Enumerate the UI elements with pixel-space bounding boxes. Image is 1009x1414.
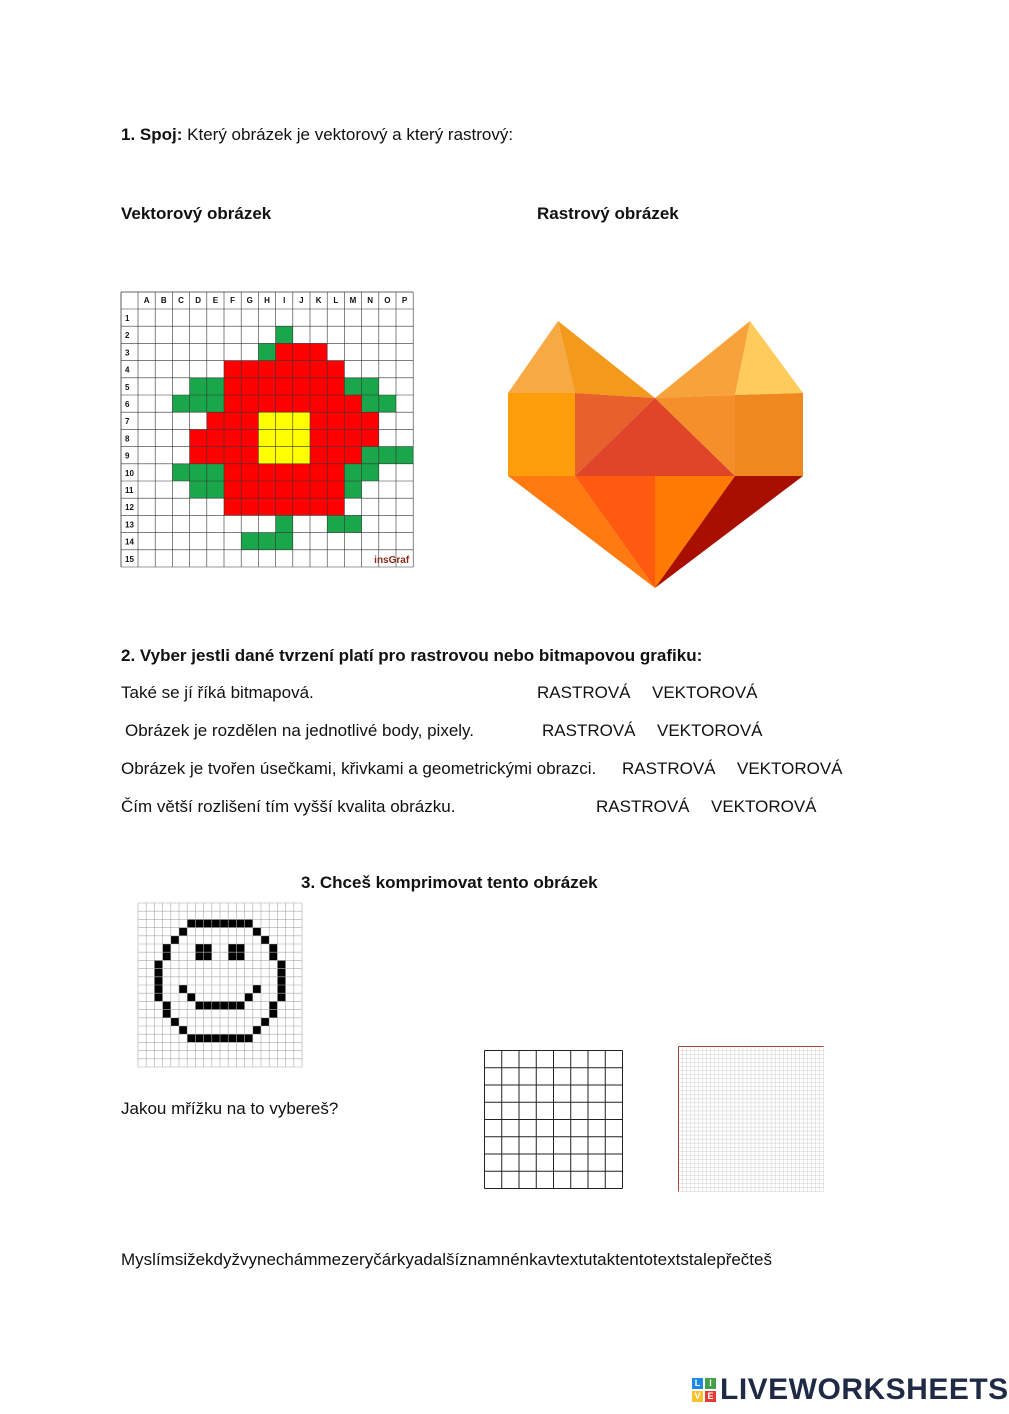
smiley-pixel — [228, 1001, 236, 1009]
flower-pixel — [224, 395, 241, 412]
vector-heading[interactable]: Vektorový obrázek — [121, 204, 272, 223]
flower-pixel — [310, 498, 327, 515]
smiley-pixel — [212, 1034, 220, 1042]
smiley-pixel — [154, 960, 162, 968]
flower-pixel — [207, 378, 224, 395]
smiley-pixel — [261, 936, 269, 944]
task3-question: Jakou mřížku na to vybereš? — [121, 1099, 339, 1118]
smiley-pixel — [204, 1034, 212, 1042]
flower-pixel — [207, 464, 224, 481]
flower-pixel — [327, 361, 344, 378]
flower-pixel — [276, 481, 293, 498]
flower-pixel — [190, 447, 207, 464]
smiley-pixel — [236, 952, 244, 960]
brand-mark-icon — [692, 1378, 716, 1402]
brand-mark-letter: I — [705, 1378, 716, 1389]
flower-pixel — [293, 429, 310, 446]
flower-pixel — [172, 464, 189, 481]
flower-pixel — [258, 361, 275, 378]
smiley-pixel — [236, 919, 244, 927]
flower-pixel — [172, 395, 189, 412]
smiley-pixel — [212, 919, 220, 927]
row-label: 11 — [125, 486, 134, 495]
smiley-pixel — [154, 977, 162, 985]
statement-3: Obrázek je tvořen úsečkami, křivkami a geometrickými obrazci. — [121, 759, 597, 778]
flower-pixel — [310, 361, 327, 378]
flower-pixel — [241, 481, 258, 498]
flower-pixel — [276, 412, 293, 429]
flower-pixel — [258, 343, 275, 360]
smiley-pixel — [163, 952, 171, 960]
flower-pixel — [293, 343, 310, 360]
flower-pixel — [344, 464, 361, 481]
flower-pixel — [224, 429, 241, 446]
statement-3-raster-option[interactable]: RASTROVÁ — [622, 759, 716, 778]
flower-pixel — [379, 447, 396, 464]
statement-1: Také se jí říká bitmapová. — [121, 683, 314, 702]
brand-name: LIVEWORKSHEETS — [720, 1373, 1009, 1406]
flower-pixel — [293, 412, 310, 429]
smiley-pixel — [236, 944, 244, 952]
smiley-pixel — [163, 1001, 171, 1009]
smiley-pixel — [245, 919, 253, 927]
flower-pixel — [276, 533, 293, 550]
flower-pixel — [344, 481, 361, 498]
row-label: 3 — [125, 348, 130, 358]
smiley-pixel — [220, 1001, 228, 1009]
flower-pixel — [258, 533, 275, 550]
heart-facet-4 — [655, 321, 750, 398]
column-label: G — [246, 296, 253, 305]
row-label: 14 — [125, 537, 134, 547]
row-label: 9 — [125, 451, 130, 461]
flower-pixel — [276, 515, 293, 532]
statement-4-raster-option[interactable]: RASTROVÁ — [596, 797, 690, 816]
flower-pixel — [224, 361, 241, 378]
flower-pixel — [258, 481, 275, 498]
smiley-pixel — [245, 1034, 253, 1042]
flower-pixel — [310, 481, 327, 498]
row-label: 6 — [125, 400, 130, 409]
raster-heading[interactable]: Rastrový obrázek — [537, 204, 679, 223]
flower-pixel — [344, 515, 361, 532]
flower-pixel — [396, 447, 413, 464]
row-label: 7 — [125, 417, 130, 427]
smiley-pixel — [179, 1026, 187, 1034]
smiley-pixel — [228, 944, 236, 952]
flower-pixel — [293, 447, 310, 464]
brand-mark-letter: L — [692, 1378, 703, 1389]
flower-pixel — [276, 429, 293, 446]
flower-pixel — [344, 429, 361, 446]
flower-pixel — [224, 412, 241, 429]
statement-4: Čím větší rozlišení tím vyšší kvalita obrázku. — [121, 797, 456, 816]
smiley-pixel — [195, 944, 203, 952]
smiley-pixel — [187, 919, 195, 927]
smiley-pixel — [171, 1018, 179, 1026]
smiley-pixel — [220, 919, 228, 927]
smiley-pixel — [187, 993, 195, 1001]
flower-pixel — [276, 498, 293, 515]
row-label: 10 — [125, 468, 134, 478]
row-label: 2 — [125, 331, 130, 341]
flower-pixel — [224, 498, 241, 515]
smiley-pixel — [228, 952, 236, 960]
flower-pixel — [310, 378, 327, 395]
row-label: 4 — [125, 365, 130, 375]
flower-pixel — [327, 464, 344, 481]
flower-pixel — [362, 395, 379, 412]
smiley-pixel — [204, 919, 212, 927]
smiley-pixel — [277, 969, 285, 977]
smiley-pixel — [220, 1034, 228, 1042]
column-label: E — [212, 296, 219, 305]
flower-pixel — [310, 343, 327, 360]
flower-pixel — [327, 515, 344, 532]
statement-2-raster-option[interactable]: RASTROVÁ — [542, 721, 636, 740]
smiley-pixel — [195, 1034, 203, 1042]
flower-pixel — [224, 447, 241, 464]
smiley-pixel — [269, 944, 277, 952]
flower-pixel — [293, 378, 310, 395]
statement-2: Obrázek je rozdělen na jednotlivé body, pixely. — [125, 721, 475, 740]
flower-pixel — [293, 464, 310, 481]
liveworksheets-logo — [692, 1373, 1009, 1407]
flower-pixel — [379, 395, 396, 412]
flower-pixel — [310, 447, 327, 464]
flower-pixel — [224, 481, 241, 498]
coarse-grid-option[interactable] — [484, 1050, 623, 1189]
flower-pixel — [207, 412, 224, 429]
column-label: N — [367, 296, 374, 305]
flower-pixel — [362, 429, 379, 446]
smiley-pixel — [253, 985, 261, 993]
smiley-pixel — [204, 952, 212, 960]
flower-pixel — [310, 464, 327, 481]
flower-pixel — [327, 429, 344, 446]
flower-pixel — [258, 464, 275, 481]
fine-grid — [678, 1046, 824, 1192]
smiley-pixel — [277, 960, 285, 968]
brand-mark-letter: E — [705, 1391, 716, 1402]
flower-pixel — [258, 378, 275, 395]
flower-pixel — [344, 378, 361, 395]
flower-pixel — [293, 361, 310, 378]
column-label: I — [283, 296, 286, 305]
flower-pixel — [207, 481, 224, 498]
row-label: 13 — [125, 520, 134, 530]
task1-keyword: Spoj: — [139, 125, 183, 144]
flower-pixel — [241, 361, 258, 378]
statement-4-vector-option[interactable]: VEKTOROVÁ — [711, 797, 817, 816]
smiley-pixel — [228, 919, 236, 927]
insgraf-watermark: insGraf — [374, 555, 410, 566]
flower-pixel — [344, 395, 361, 412]
heart-facet-5 — [508, 393, 575, 476]
flower-pixel — [207, 447, 224, 464]
flower-pixel — [276, 447, 293, 464]
smiley-pixel — [171, 936, 179, 944]
flower-pixel — [344, 412, 361, 429]
flower-pixel — [327, 498, 344, 515]
flower-pixel — [362, 464, 379, 481]
smiley-pixel — [269, 1001, 277, 1009]
flower-pixel — [241, 498, 258, 515]
flower-pixel — [276, 326, 293, 343]
column-label: K — [315, 296, 322, 305]
smiley-pixel — [163, 1010, 171, 1018]
flower-pixel — [224, 378, 241, 395]
smiley-pixel — [253, 1026, 261, 1034]
smiley-pixel — [179, 985, 187, 993]
statement-1-vector-option[interactable]: VEKTOROVÁ — [652, 683, 758, 702]
smiley-pixel — [187, 1034, 195, 1042]
flower-pixel — [190, 378, 207, 395]
smiley-pixel — [236, 1034, 244, 1042]
flower-pixel — [362, 447, 379, 464]
statement-1-raster-option[interactable]: RASTROVÁ — [537, 683, 631, 702]
row-label: 12 — [125, 503, 134, 513]
flower-pixel — [241, 533, 258, 550]
flower-pixel — [344, 447, 361, 464]
flower-pixel — [276, 395, 293, 412]
column-label: B — [160, 296, 167, 305]
column-label: J — [299, 296, 304, 305]
smiley-pixel — [236, 1001, 244, 1009]
row-label: 15 — [125, 554, 134, 564]
flower-pixel — [327, 412, 344, 429]
task2-heading: 2. Vyber jestli dané tvrzení platí pro rastrovou nebo bitmapovou grafiku: — [121, 646, 703, 665]
smiley-pixel — [245, 993, 253, 1001]
column-label: L — [333, 296, 339, 305]
smiley-pixel — [154, 969, 162, 977]
flower-pixel — [241, 412, 258, 429]
flower-pixel — [241, 378, 258, 395]
flower-pixel — [276, 378, 293, 395]
polygon-heart-image[interactable] — [500, 318, 810, 590]
brand-mark-letter: V — [692, 1391, 703, 1402]
flower-pixel — [327, 447, 344, 464]
flower-pixel — [258, 498, 275, 515]
smiley-pixel — [154, 985, 162, 993]
flower-pixel — [190, 429, 207, 446]
smiley-grid — [138, 903, 302, 1067]
flower-pixel — [327, 395, 344, 412]
flower-pixel — [207, 429, 224, 446]
column-label: C — [178, 296, 184, 305]
flower-pixel — [258, 447, 275, 464]
pixel-flower-grid — [121, 292, 410, 572]
flower-pixel — [224, 464, 241, 481]
flower-pixel — [293, 395, 310, 412]
smiley-pixel — [269, 1010, 277, 1018]
flower-pixel — [190, 395, 207, 412]
flower-pixel — [327, 378, 344, 395]
flower-pixel — [241, 429, 258, 446]
fine-grid-option[interactable] — [678, 1046, 824, 1192]
flower-pixel — [293, 498, 310, 515]
task1-number: 1. — [121, 125, 136, 144]
flower-pixel — [207, 395, 224, 412]
column-label: H — [264, 296, 270, 305]
statement-2-vector-option[interactable]: VEKTOROVÁ — [657, 721, 763, 740]
smiley-pixel — [163, 944, 171, 952]
smiley-pixel — [204, 944, 212, 952]
flower-pixel — [258, 412, 275, 429]
smiley-pixel — [204, 1001, 212, 1009]
smiley-pixel-image — [138, 903, 302, 1067]
smiley-pixel — [277, 985, 285, 993]
smiley-pixel — [277, 977, 285, 985]
smiley-pixel — [195, 919, 203, 927]
pixel-flower-image[interactable] — [121, 292, 410, 572]
flower-pixel — [190, 481, 207, 498]
smiley-pixel — [277, 993, 285, 1001]
no-spaces-sentence: Myslímsižekdyžvynechámmezeryčárkyadalšíznamnénkavtextutaktentotextstalepřečteš — [121, 1250, 772, 1269]
column-label: D — [195, 296, 202, 305]
smiley-pixel — [179, 928, 187, 936]
smiley-pixel — [195, 952, 203, 960]
row-label: 1 — [125, 314, 130, 323]
row-label: 5 — [125, 382, 130, 392]
row-label: 8 — [125, 434, 130, 444]
task1-question: Který obrázek je vektorový a který rastrový: — [187, 125, 514, 144]
statement-3-vector-option[interactable]: VEKTOROVÁ — [737, 759, 843, 778]
column-label: M — [349, 296, 357, 305]
flower-pixel — [276, 343, 293, 360]
flower-pixel — [241, 464, 258, 481]
flower-pixel — [241, 447, 258, 464]
smiley-pixel — [261, 1018, 269, 1026]
flower-pixel — [241, 395, 258, 412]
flower-pixel — [258, 429, 275, 446]
column-label: P — [401, 296, 408, 305]
flower-pixel — [293, 481, 310, 498]
coarse-grid — [484, 1050, 623, 1189]
smiley-pixel — [228, 1034, 236, 1042]
column-label: F — [230, 296, 236, 305]
flower-pixel — [310, 429, 327, 446]
polygon-heart — [500, 318, 810, 590]
heart-facet-9 — [735, 393, 803, 476]
flower-pixel — [362, 412, 379, 429]
flower-pixel — [310, 412, 327, 429]
flower-pixel — [190, 464, 207, 481]
smiley-pixel — [253, 928, 261, 936]
flower-pixel — [276, 361, 293, 378]
smiley-pixel — [212, 1001, 220, 1009]
flower-pixel — [327, 481, 344, 498]
flower-pixel — [310, 395, 327, 412]
smiley-pixel — [195, 1001, 203, 1009]
smiley-pixel — [154, 993, 162, 1001]
smiley-pixel — [269, 952, 277, 960]
flower-pixel — [276, 464, 293, 481]
column-label: A — [143, 296, 150, 305]
task1-prompt — [121, 125, 513, 145]
task3-heading: 3. Chceš komprimovat tento obrázek — [301, 873, 598, 892]
flower-pixel — [362, 378, 379, 395]
flower-pixel — [258, 395, 275, 412]
column-label: O — [384, 296, 391, 305]
